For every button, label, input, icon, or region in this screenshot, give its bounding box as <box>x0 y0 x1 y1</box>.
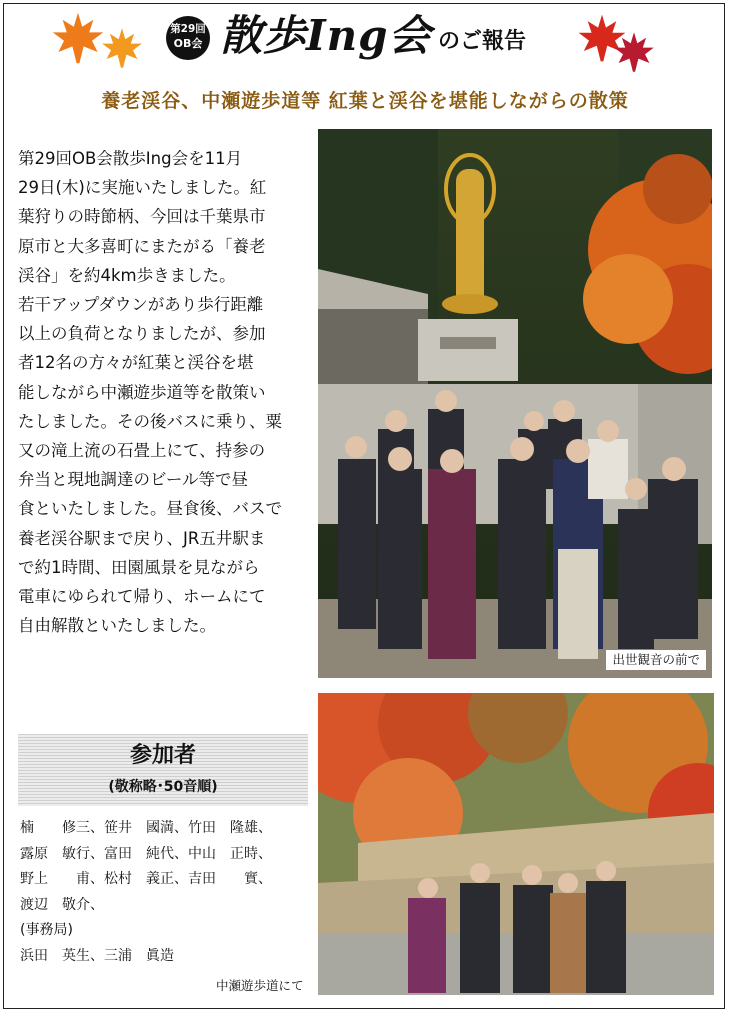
maple-leaf-icon <box>100 26 144 70</box>
maple-leaf-icon <box>612 30 656 74</box>
maple-leaf-icon <box>50 10 106 66</box>
badge-session: 第29回 <box>170 23 206 35</box>
body-line: 者12名の方々が紅葉と渓谷を堪 <box>18 353 254 373</box>
photo-caption: 中瀬遊歩道にて <box>216 978 304 993</box>
participants-header <box>18 734 308 806</box>
participant-line: 楠 修三、笹井 國満、竹田 隆雄、 <box>20 820 272 836</box>
participant-line: 渡辺 敬介、 <box>20 896 104 913</box>
body-line: 葉狩りの時節柄、今回は千葉県市 <box>18 207 266 227</box>
title-suffix: のご報告 <box>438 29 527 54</box>
participant-line: 浜田 英生、三浦 眞造 <box>20 947 174 964</box>
body-line: 又の滝上流の石畳上にて、持参の <box>18 441 266 461</box>
page-title: 散歩Ing会 <box>220 11 432 60</box>
badge-group: OB会 <box>173 37 203 50</box>
body-line: 弁当と現地調達のビール等で昼 <box>18 470 249 490</box>
article-subtitle: 養老渓谷、中瀬遊歩道等 紅葉と渓谷を堪能しながらの散策 <box>101 90 629 112</box>
body-line: 電車にゆられて帰り、ホームにて <box>18 587 266 607</box>
participants-title: 参加者 <box>129 743 196 768</box>
body-line: 能しながら中瀬遊歩道等を散策い <box>18 382 266 402</box>
group-photo-path <box>318 693 714 995</box>
body-line: 自由解散といたしました。 <box>18 616 216 636</box>
participants-list <box>20 816 310 969</box>
group-photo-statue <box>318 129 712 678</box>
body-line: たしました。その後バスに乗り、粟 <box>18 411 282 431</box>
body-line: で約1時間、田園風景を見ながら <box>18 557 260 577</box>
body-line: 養老渓谷駅まで戻り、JR五井駅ま <box>18 528 266 548</box>
meeting-number-badge <box>166 16 210 60</box>
body-line: 第29回OB会散歩Ing会を11月 <box>18 149 243 168</box>
body-line: 以上の負荷となりましたが、参加 <box>18 324 266 344</box>
article-body <box>18 144 314 640</box>
participant-line: 野上 甫、松村 義正、吉田 實、 <box>20 871 272 887</box>
participant-line: (事務局) <box>20 922 73 938</box>
body-line: 29日(木)に実施いたしました。紅 <box>18 178 267 198</box>
body-line: 原市と大多喜町にまたがる「養老 <box>18 236 266 256</box>
body-line: 渓谷」を約4km歩きました。 <box>18 265 236 285</box>
body-line: 若干アップダウンがあり歩行距離 <box>18 295 264 315</box>
photo-caption: 出世観音の前で <box>606 650 706 670</box>
participants-note: (敬称略･50音順) <box>108 779 218 795</box>
participant-line: 露原 敏行、富田 純代、中山 正時、 <box>20 845 272 862</box>
body-line: 食といたしました。昼食後、バスで <box>18 499 282 519</box>
